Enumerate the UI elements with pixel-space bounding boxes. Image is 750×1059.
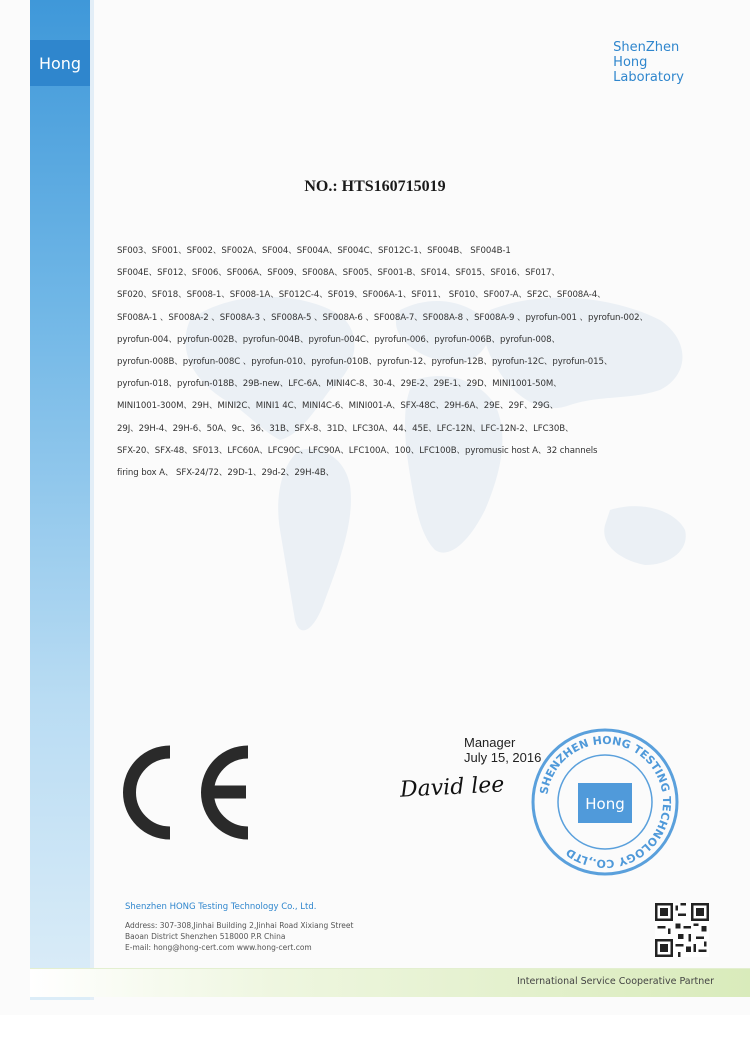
model-line: SF004E、SF012、SF006、SF006A、SF009、SF008A、SF005、SF001-B、SF014、SF015、SF016、SF017、 [117, 268, 560, 279]
model-line: 29J、29H-4、29H-6、50A、9c、36、31B、SFX-8、31D、LFC30A、44、45E、LFC-12N、LFC-12N-2、LFC30B、 [117, 423, 574, 434]
company-seal-stamp [530, 727, 680, 877]
model-line: firing box A、 SFX-24/72、29D-1、29d-2、29H-4B、 [117, 467, 335, 478]
qr-code-icon [655, 903, 709, 957]
lab-title-line2: Hong [613, 55, 648, 70]
model-line: pyrofun-018、pyrofun-018B、29B-new、LFC-6A、MINI4C-8、30-4、29E-2、29E-1、29D、MINI1001-50M、 [117, 379, 562, 390]
company-address [125, 920, 353, 953]
svg-text:SHENZHEN HONG TESTING TECHNOLO: SHENZHEN HONG TESTING TECHNOLOGY CO.,LTD [537, 733, 674, 871]
handwritten-signature: David lee [399, 772, 505, 803]
lab-title-line3: Laboratory [613, 70, 684, 85]
address-line2: Baoan District Shenzhen 518000 P.R China [125, 932, 286, 941]
certificate-number: NO.: HTS160715019 [304, 178, 446, 195]
model-line: pyrofun-004、pyrofun-002B、pyrofun-004B、pyrofun-004C、pyrofun-006、pyrofun-006B、pyrofun-008、 [117, 334, 561, 345]
logo-text: Hong [38, 53, 82, 73]
signatory-title: Manager [464, 735, 516, 750]
hong-logo [30, 40, 90, 86]
contact-line: E-mail: hong@hong-cert.com www.hong-cert.com [125, 943, 312, 952]
page-bottom-margin [0, 1015, 750, 1059]
lab-title-line1: ShenZhen [613, 40, 680, 55]
footer-partner-text: International Service Cooperative Partner [516, 976, 714, 987]
signatory-date: July 15, 2016 [464, 750, 542, 765]
company-name: Shenzhen HONG Testing Technology Co., Ltd. [125, 902, 317, 912]
left-blue-band [30, 0, 90, 1000]
model-line: SFX-20、SFX-48、SF013、LFC60A、LFC90C、LFC90A、LFC100A、100、LFC100B、pyromusic host A、32 channels [117, 445, 598, 456]
model-line: pyrofun-008B、pyrofun-008C 、pyrofun-010、pyrofun-010B、pyrofun-12、pyrofun-12B、pyrofun-12C、pyrofun-015、 [117, 356, 613, 367]
ce-mark-icon [100, 740, 260, 845]
address-line1: Address: 307-308,Jinhai Building 2,Jinhai Road Xixiang Street [125, 921, 354, 930]
model-line: MINI1001-300M、29H、MINI2C、MINI1 4C、MINI4C-6、MINI001-A、SFX-48C、29H-6A、29E、29F、29G、 [117, 401, 559, 412]
model-list [117, 240, 712, 484]
svg-text:Hong: Hong [585, 795, 625, 813]
laboratory-title [613, 40, 684, 85]
band-divider [90, 0, 94, 1000]
model-line: SF003、SF001、SF002、SF002A、SF004、SF004A、SF004C、SF012C-1、SF004B、 SF004B-1 [117, 246, 511, 256]
model-line: SF020、SF018、SF008-1、SF008-1A、SF012C-4、SF019、SF006A-1、SF011、 SF010、SF007-A、SF2C、SF008A-4、 [117, 290, 606, 301]
model-line: SF008A-1 、SF008A-2 、SF008A-3 、SF008A-5 、SF008A-6 、SF008A-7、SF008A-8 、SF008A-9 、pyrofun-001 、pyrofun-002、 [117, 312, 648, 323]
